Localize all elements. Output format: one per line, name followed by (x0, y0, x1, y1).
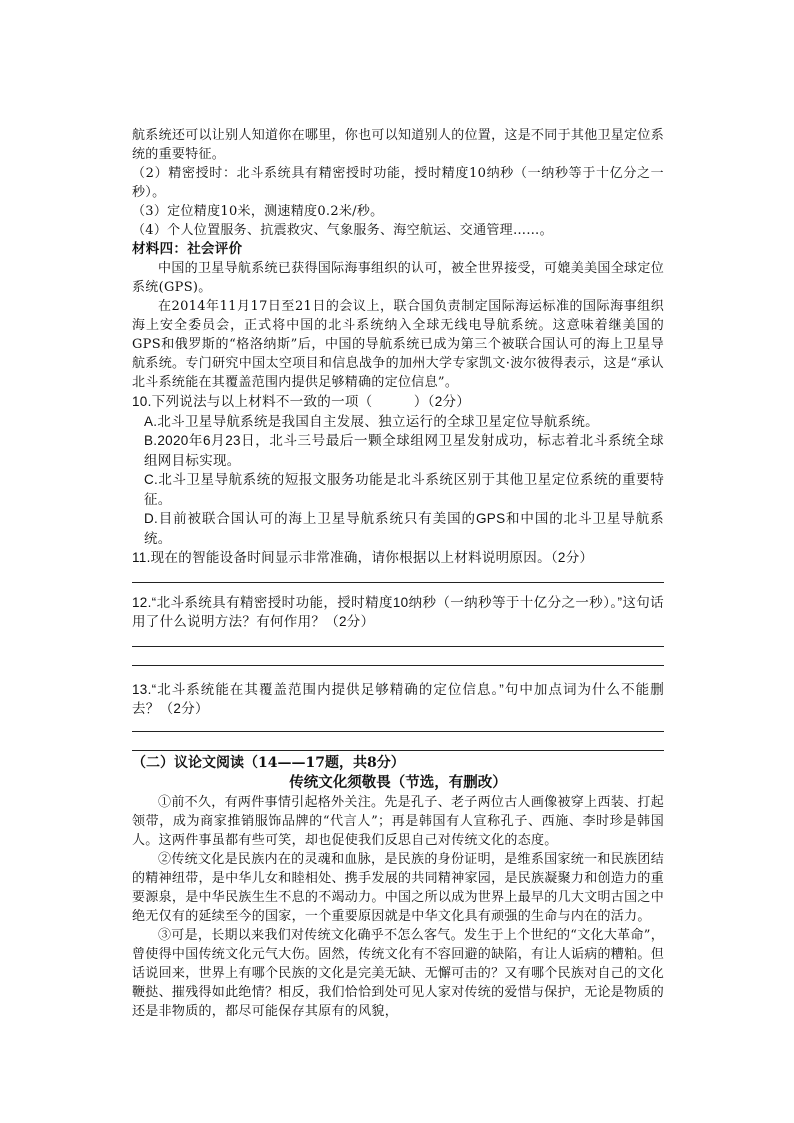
material3-item2: （2）精密授时：北斗系统具有精密授时功能，授时精度10纳秒（一纳秒等于十亿分之一秒）。 (132, 166, 664, 200)
material3-item3: （3）定位精度10米，测速精度0.2米/秒。 (132, 204, 384, 219)
answer-line-12a[interactable] (132, 646, 664, 647)
answer-line-12b[interactable] (132, 665, 664, 666)
material4-para1: 中国的卫星导航系统已获得国际海事组织的认可，被全世界接受，可媲美美国全球定位系统(GPS)。 (132, 261, 664, 295)
question-11: 11.现在的智能设备时间显示非常准确，请你根据以上材料说明原因。（2分） (132, 550, 594, 565)
question-10-option-b: B.2020年6月23日，北斗三号最后一颗全球组网卫星发射成功，标志着北斗系统全球组网目标实现。 (144, 433, 664, 468)
exam-page (132, 126, 664, 1021)
answer-line-13b[interactable] (132, 750, 664, 751)
question-10-stem: 10.下列说法与以上材料不一致的一项（ ）（2分） (132, 394, 471, 409)
article-title: 传统文化须敬畏（节选，有删改） (289, 773, 507, 791)
question-10-option-c: C.北斗卫星导航系统的短报文服务功能是北斗系统区别于其他卫星定位系统的重要特征。 (144, 472, 664, 507)
article-paragraph-2: ②传统文化是民族内在的灵魂和血脉，是民族的身份证明，是维系国家统一和民族团结的精神纽带，是中华儿女和睦相处、携手发展的共同精神家园，是民族凝聚力和创造力的重要源泉，是中华民族生生不息的不竭动力。中国之所以成为世界上最早的几大文明古国之中绝无仅有的延续至今的国家，一个重要原因就是中华文化具有顽强的生命与内在的活力。 (132, 851, 665, 924)
question-12: 12.“北斗系统具有精密授时功能，授时精度10纳秒（一纳秒等于十亿分之一秒）。”这句话用了什么说明方法？有何作用？（2分） (132, 594, 664, 629)
section-2-title: （二）议论文阅读（14——17题，共8分） (132, 754, 405, 771)
question-13: 13.“北斗系统能在其覆盖范围内提供足够精确的定位信息。”句中加点词为什么不能删去？（2分） (132, 681, 664, 716)
answer-line-11[interactable] (132, 582, 664, 583)
article-paragraph-1: ①前不久，有两件事情引起格外关注。先是孔子、老子两位古人画像被穿上西装、打起领带，成为商家推销服饰品牌的“代言人”；再是韩国有人宣称孔子、西施、李时珍是韩国人。这两件事虽都有些可笑，却也促使我们反思自己对传统文化的态度。 (132, 794, 664, 848)
material3-item4: （4）个人位置服务、抗震救灾、气象服务、海空航运、交通管理……。 (132, 223, 553, 238)
material4-title: 材料四：社会评价 (132, 241, 243, 257)
material3-line1: 航系统还可以让别人知道你在哪里，你也可以知道别人的位置，这是不同于其他卫星定位系统的重要特征。 (132, 128, 665, 162)
answer-line-13a[interactable] (132, 731, 664, 732)
article-paragraph-3: ③可是，长期以来我们对传统文化确乎不怎么客气。发生于上个世纪的“文化大革命”，曾使得中国传统文化元气大伤。固然，传统文化有不容回避的缺陷，有让人诟病的糟粕。但话说回来，世界上有哪个民族的文化是完美无缺、无懈可击的？又有哪个民族对自己的文化鞭挞、摧残得如此绝情？相反，我们恰恰到处可见人家对传统的爱惜与保护，无论是物质的还是非物质的，都尽可能保存其原有的风貌， (132, 927, 665, 1019)
material4-para2: 在2014年11月17日至21日的会议上，联合国负责制定国际海运标准的国际海事组织海上安全委员会，正式将中国的北斗系统纳入全球无线电导航系统。这意味着继美国的GPS和俄罗斯的“格洛纳斯”后，中国的导航系统已成为第三个被联合国认可的海上卫星导航系统。专门研究中国太空项目和信息战争的加州大学专家凯文·波尔彼得表示，这是“承认北斗系统能在其覆盖范围内提供足够精确的定位信息”。 (132, 299, 664, 390)
question-10-option-d: D.目前被联合国认可的海上卫星导航系统只有美国的GPS和中国的北斗卫星导航系统。 (144, 511, 664, 546)
question-10-option-a: A.北斗卫星导航系统是我国自主发展、独立运行的全球卫星定位导航系统。 (144, 413, 599, 429)
